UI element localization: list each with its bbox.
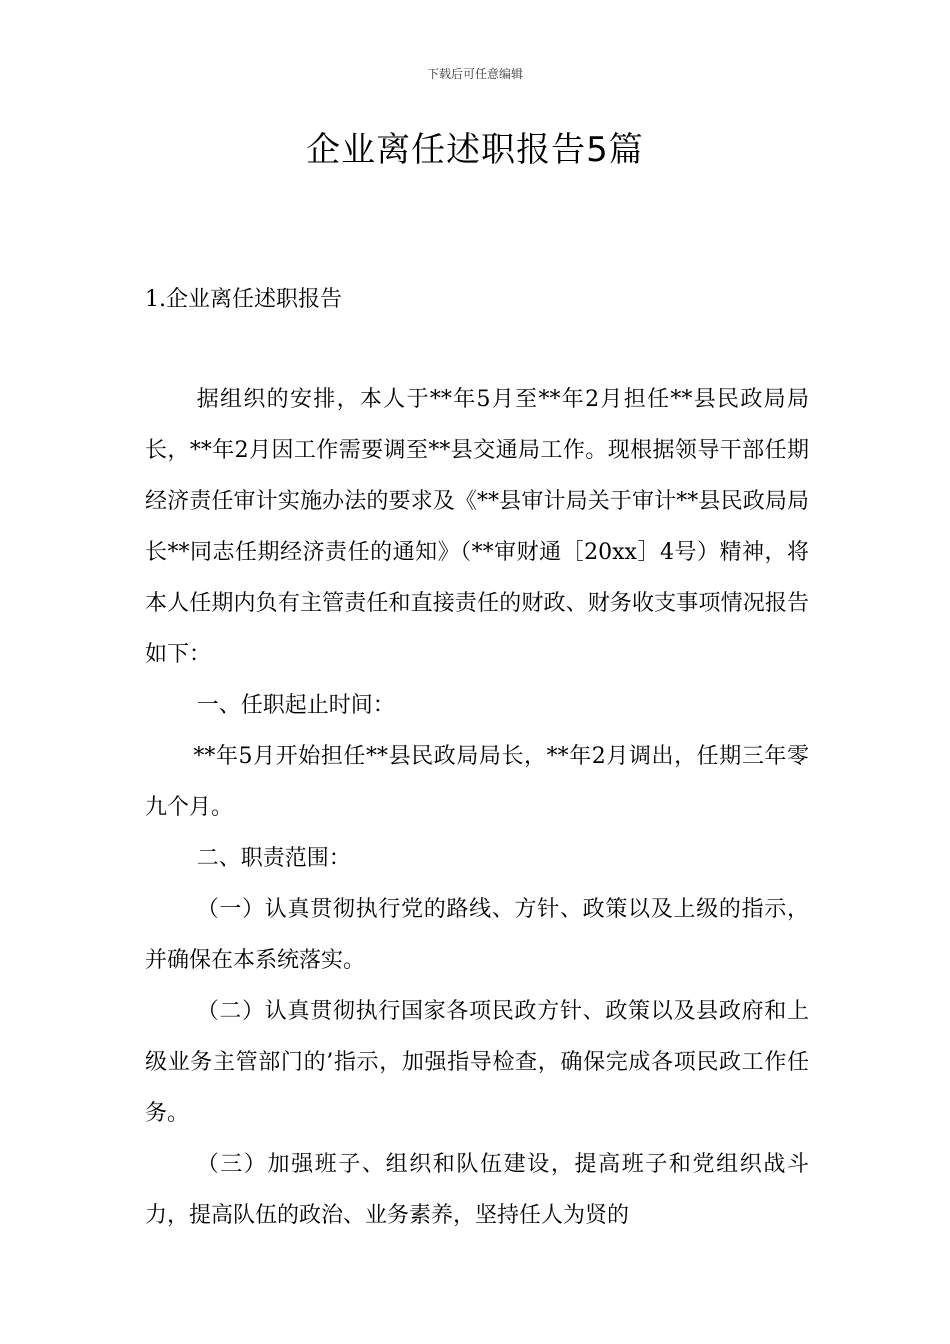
paragraph-intro: 据组织的安排，本人于**年5月至**年2月担任**县民政局局长，**年2月因工作需要调至**县交通局工作。现根据领导干部任期经济责任审计实施办法的要求及《**县审计局关于审计**县民政局局长**同志任期经济责任的通知》（**审财通［20xx］4号）精神，将本人任期内负有主管责任和直接责任的财政、财务收支事项情况报告如下：	[145, 387, 809, 667]
section-heading: 1.企业离任述职报告	[145, 287, 342, 312]
paragraph-term-heading: 一、任职起止时间：	[196, 693, 395, 718]
header-note: 下载后可任意编辑	[426, 67, 523, 81]
paragraph-duty-1: （一）认真贯彻执行党的路线、方针、政策以及上级的指示，并确保在本系统落实。	[145, 897, 809, 973]
paragraph-duty-2: （二）认真贯彻执行国家各项民政方针、政策以及县政府和上级业务主管部门的’指示，加强指导检查，确保完成各项民政工作任务。	[145, 999, 809, 1126]
paragraph-term-detail: **年5月开始担任**县民政局局长，**年2月调出，任期三年零九个月。	[145, 744, 809, 820]
document-body	[145, 374, 809, 1241]
document-title: 企业离任述职报告5篇	[306, 130, 644, 170]
paragraph-duty-3: （三）加强班子、组织和队伍建设，提高班子和党组织战斗力，提高队伍的政治、业务素养，坚持任人为贤的	[145, 1152, 809, 1228]
paragraph-duties-heading: 二、职责范围：	[196, 846, 351, 871]
